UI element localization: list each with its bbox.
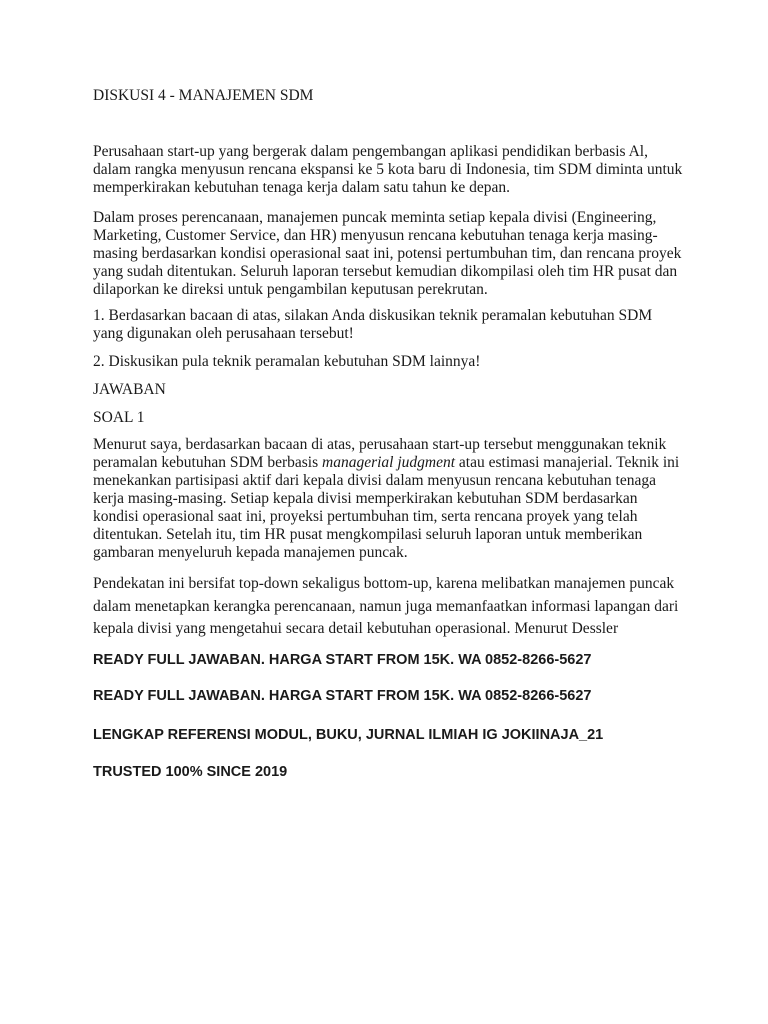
answer-heading: JAWABAN: [93, 381, 166, 398]
case-paragraph-2: Dalam proses perencanaan, manajemen puncak meminta setiap kepala divisi (Engineering, Marketing, Customer Service, dan HR) menyusun rencana kebutuhan tenaga kerja masing-masing berdasarkan kondisi operasional saat ini, potensi pertumbuhan tim, dan rencana proyek yang sudah ditentukan. Seluruh laporan tersebut kemudian dikompilasi oleh tim HR pusat dan dilaporkan ke direksi untuk pengambilan keputusan perekrutan.: [93, 209, 682, 298]
promo-line-3: LENGKAP REFERENSI MODUL, BUKU, JURNAL ILMIAH IG JOKIINAJA_21: [93, 727, 604, 743]
question-1: 1. Berdasarkan bacaan di atas, silakan Anda diskusikan teknik peramalan kebutuhan SDM yang digunakan oleh perusahaan tersebut!: [93, 307, 653, 342]
answer-paragraph-1-start: Menurut saya, berdasarkan bacaan di atas, perusahaan start-up tersebut menggunakan teknik peramalan kebutuhan SDM berbasis: [93, 436, 667, 471]
answer-paragraph-1: [93, 436, 683, 562]
answer-paragraph-2: Pendekatan ini bersifat top-down sekaligus bottom-up, karena melibatkan manajemen puncak dalam menetapkan kerangka perencanaan, namun juga memanfaatkan informasi lapangan dari kepala divisi yang mengetahui secara detail kebutuhan operasional. Menurut Dessler: [93, 575, 679, 637]
promo-line-1: READY FULL JAWABAN. HARGA START FROM 15K. WA 0852-8266-5627: [93, 652, 592, 668]
question-2: 2. Diskusikan pula teknik peramalan kebutuhan SDM lainnya!: [93, 353, 481, 370]
document-title: DISKUSI 4 - MANAJEMEN SDM: [93, 87, 314, 104]
promo-line-2: READY FULL JAWABAN. HARGA START FROM 15K. WA 0852-8266-5627: [93, 688, 592, 704]
soal-heading: SOAL 1: [93, 409, 145, 426]
answer-paragraph-1-italic-term: managerial judgment: [322, 454, 456, 471]
case-paragraph-1: Perusahaan start-up yang bergerak dalam pengembangan aplikasi pendidikan berbasis Al, dalam rangka menyusun rencana ekspansi ke 5 kota baru di Indonesia, tim SDM diminta untuk memperkirakan kebutuhan tenaga kerja dalam satu tahun ke depan.: [93, 143, 683, 196]
promo-line-4: TRUSTED 100% SINCE 2019: [93, 764, 288, 780]
answer-paragraph-1-end: atau estimasi manajerial. Teknik ini menekankan partisipasi aktif dari kepala divisi dalam menyusun rencana kebutuhan tenaga kerja masing-masing. Setiap kepala divisi memperkirakan kebutuhan SDM berdasarkan kondisi operasional saat ini, proyeksi pertumbuhan tim, serta rencana proyek yang telah ditentukan. Setelah itu, tim HR pusat mengkompilasi seluruh laporan untuk memberikan gambaran menyeluruh kepada manajemen puncak.: [93, 454, 680, 561]
